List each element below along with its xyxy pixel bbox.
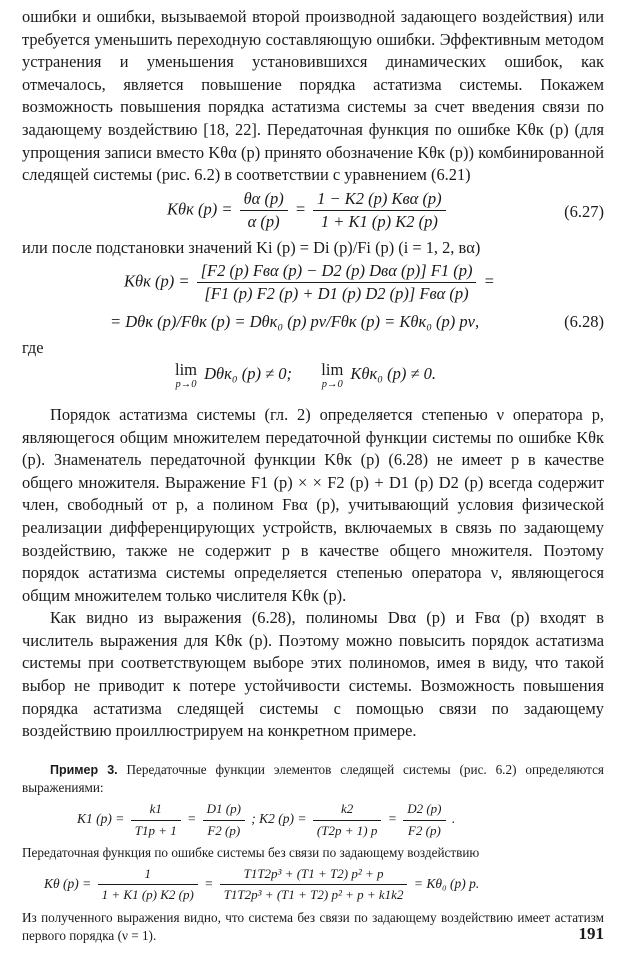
equation-k1-k2: K1 (p) = $\frac{k1}{T1p + 1}$ = $\frac{D1 (p)}{F2 (p)}$ ; K2 (p) = $\frac{k2}{(T2p + 1) p}$ = $\frac{D2 (p)}{F2 (p)}$ . bbox=[77, 801, 456, 838]
equation-k-theta: Kθ (p) = $\frac{1}{1 + K1 (p) K2 (p)}$ = $\frac{\text{T1T2p³ + (T1 + T2) p² + p}}{\text{T1T2p³ + (T1 + T2) p² + p + k1k2}}$ = Kθ₀ (p) p. bbox=[44, 865, 480, 903]
paragraph-expression: Как видно из выражения (6.28), полиномы Dвα (p) и Fвα (p) входят в числитель выражения для Kθк (p). Поэтому можно повысить порядок астатизма системы при соответствующем выборе этих полиномов, имея в виду, что такой выбор не приводит к потере устойчивости системы. Возможность повышения порядка астатизма следящей системы с помощью связи по задающему воздействию проиллюстрируем на конкретном примере. bbox=[22, 608, 604, 741]
example-title: Пример 3. bbox=[50, 762, 118, 777]
page-number: 191 bbox=[578, 924, 604, 943]
example-text-no-feedforward: Передаточная функция по ошибке системы без связи по задающему воздействию bbox=[22, 845, 480, 861]
equation-number: (6.28) bbox=[564, 312, 604, 332]
equation-6-28-a: Kθк (p) = $\frac{\text{[F2 (p) Fвα (p) − D2 (p) Dвα (p)] F1 (p)}}{\text{[F1 (p) F2 (p) + D1 (p) D2 (p)] Fвα (p)}}$ = bbox=[124, 261, 495, 304]
equation-6-27: Kθк (p) = $\frac{\theta\alpha (p)}{\alpha (p)}$ = $\frac{\text{1 − K2 (p) Kвα (p)}}{1 + K1 (p) K2 (p)}$ (6.27) bbox=[167, 188, 604, 231]
fraction: $\frac{\theta\alpha (p)}{\alpha (p)}$ bbox=[240, 189, 288, 232]
page-body bbox=[22, 6, 604, 946]
example-intro: Пример 3. Передаточные функции элементов следящей системы (рис. 6.2) определяются выражениями: bbox=[22, 761, 604, 796]
paragraph-astatism-order: Порядок астатизма системы (гл. 2) определяется степенью ν оператора p, являющегося общим множителем передаточной функции системы по ошибке Kθк (p). Знаменатель передаточной функции Kθк (p) (6.28) не имеет p в качестве общего множителя. Выражение F1 (p) × × F2 (p) + D1 (p) D2 (p) всегда содержит член, свободный от p, а полином Fвα (p), учитывающий условия физической реализации дифференцирующих устройств, включаемых в связь по задающему воздействию, также не содержит p в качестве общего множителя. Поэтому порядок астатизма системы определяется степенью оператора ν, являющегося общим множителем только числителя Kθк (p). bbox=[22, 404, 604, 605]
example-block bbox=[22, 761, 604, 946]
paragraph-intro: ошибки и ошибки, вызываемой второй производной задающего воздействия) или требуется уменьшить переходную составляющую ошибки. Эффективным методом устранения и уменьшения установившихся динамических ошибок, как отмечалось, является повышение порядка астатизма системы. Покажем возможность повышения порядка астатизма системы за счет введения связи по задающему воздействию [18, 22]. Передаточная функция по ошибке Kθк (p) (для упрощения записи вместо Kθα (p) принято обозначение Kθк (p)) комбинированной следящей системы (рис. 6.2) в соответствии с уравнением (6.21) bbox=[22, 7, 604, 185]
paragraph-where: где bbox=[22, 338, 44, 358]
equation-number: (6.27) bbox=[564, 201, 604, 221]
equation-limits: lim p→0 Dθк₀ (p) ≠ 0; lim p→0 Kθк₀ (p) ≠ 0. bbox=[175, 359, 437, 390]
fraction: $\frac{\text{[F2 (p) Fвα (p) − D2 (p) Dвα (p)] F1 (p)}}{\text{[F1 (p) F2 (p) + D1 (p) D2 (p)] Fвα (p)}}$ bbox=[197, 261, 477, 304]
example-conclusion: Из полученного выражения видно, что система без связи по задающему воздействию имеет астатизм первого порядка (ν = 1). bbox=[22, 909, 604, 944]
equation-6-28-b: = Dθк (p)/Fθк (p) = Dθк₀ (p) pν/Fθк (p) = Kθк₀ (p) pν, (6.28) bbox=[22, 307, 604, 337]
fraction: $\frac{\text{1 − K2 (p) Kвα (p)}}{1 + K1 (p) K2 (p)}$ bbox=[313, 189, 446, 232]
paragraph-substitution: или после подстановки значений Ki (p) = Di (p)/Fi (p) (i = 1, 2, вα) bbox=[22, 237, 481, 257]
